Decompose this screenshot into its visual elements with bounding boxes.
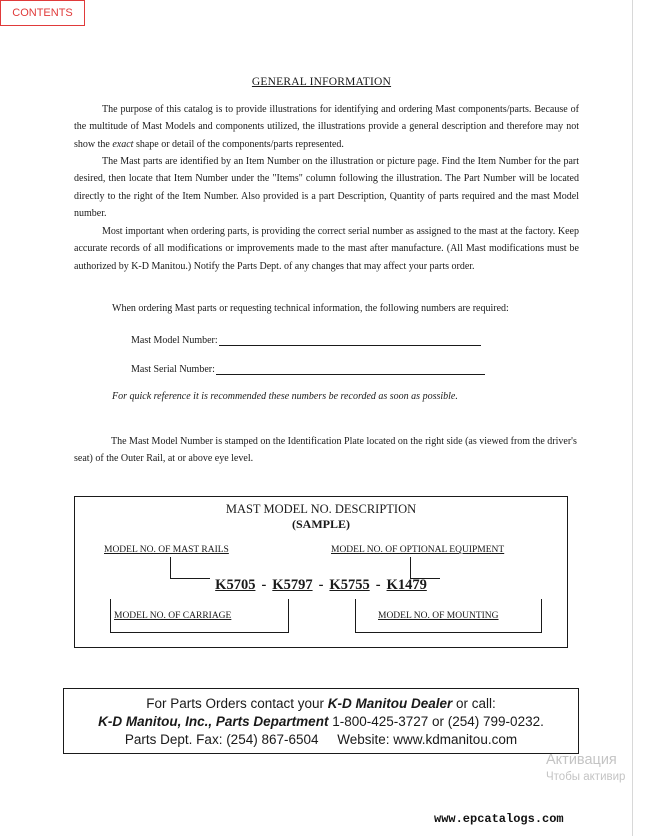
serial-number-field [131, 364, 485, 375]
mast-model-description-box [74, 496, 568, 648]
code-separator: - [375, 577, 381, 593]
connector-rails [170, 557, 210, 579]
label-optional-equipment: MODEL NO. OF OPTIONAL EQUIPMENT [331, 545, 505, 555]
site-watermark: www.epcatalogs.com [434, 812, 564, 826]
connector-optional [410, 557, 440, 579]
code-optional-equipment: K5755 [329, 577, 370, 593]
label-mast-rails: MODEL NO. OF MAST RAILS [104, 545, 229, 555]
code-mounting: K1479 [386, 577, 427, 593]
model-number-blank-line [219, 335, 481, 346]
contact-line-1 [64, 696, 578, 711]
label-mounting: MODEL NO. OF MOUNTING [378, 611, 499, 621]
page-title: GENERAL INFORMATION [251, 76, 392, 88]
activation-watermark [546, 752, 625, 783]
model-number-field [131, 335, 481, 346]
code-mast-rails: K5705 [215, 577, 256, 593]
item-number-text: The Mast parts are identified by an Item Number on the illustration or picture page. Find the Item Number for the part desired, then locate that Item Number under the "Items" column following the illustration. The Part Number will be located directly to the right of the Item Number. Also provided is a part Description, Quantity of parts required and the mast Model number. [74, 156, 579, 219]
code-separator: - [261, 577, 267, 593]
contact-line-3: Parts Dept. Fax: (254) 867-6504 Website: www.kdmanitou.com [124, 732, 518, 747]
activation-title: Активация [546, 752, 617, 768]
activation-hint: Чтобы активир [546, 771, 626, 783]
serial-number-label: Mast Serial Number: [131, 364, 215, 375]
quick-reference-note: For quick reference it is recommended these numbers be recorded as soon as possible. [112, 391, 458, 402]
mast-box-title: MAST MODEL NO. DESCRIPTION [225, 502, 417, 516]
sample-model-code [75, 577, 567, 594]
serial-number-paragraph [74, 223, 579, 275]
item-number-paragraph [74, 153, 579, 222]
mast-box-subtitle: (SAMPLE) [292, 517, 350, 531]
intro-text-emphasis: exact [112, 138, 134, 150]
dealer-name: K-D Manitou Dealer [327, 696, 453, 711]
parts-department-name: K-D Manitou, Inc., Parts Department [98, 714, 329, 729]
stamp-info-paragraph [74, 433, 579, 468]
model-number-label: Mast Model Number: [131, 335, 218, 346]
order-intro: When ordering Mast parts or requesting technical information, the following numbers are required: [112, 303, 509, 314]
code-carriage: K5797 [272, 577, 313, 593]
serial-number-text: Most important when ordering parts, is providing the correct serial number as assigned to the mast at the factory. Keep accurate records of all modifications or improvements made to the mast after manufacture. (All Mast modifications must be authorized by K-D Manitou.) Notify the Parts Dept. of any changes that may affect your parts order. [74, 226, 579, 272]
contact-line-1-post: or call: [452, 696, 496, 711]
label-carriage: MODEL NO. OF CARRIAGE [114, 611, 232, 621]
intro-text-a: The purpose of this catalog is to provide illustrations for identifying and ordering Mast components/parts. Because of the multitude of Mast Models and components utilized, the illustrations provide a general description and therefore may not show the [74, 104, 579, 150]
contact-line-2 [64, 714, 578, 729]
intro-text-b: shape or detail of the components/parts represented. [133, 138, 344, 150]
contact-line-1-pre: For Parts Orders contact your [146, 696, 328, 711]
contents-button[interactable]: CONTENTS [0, 0, 85, 26]
parts-contact-box [63, 688, 579, 754]
intro-paragraph [74, 101, 579, 153]
parts-phone-numbers: 1-800-425-3727 or (254) 799-0232. [328, 714, 544, 729]
code-separator: - [318, 577, 324, 593]
serial-number-blank-line [216, 364, 485, 375]
stamp-info-text: The Mast Model Number is stamped on the Identification Plate located on the right side (as viewed from the driver's seat) of the Outer Rail, at or above eye level. [74, 436, 577, 465]
